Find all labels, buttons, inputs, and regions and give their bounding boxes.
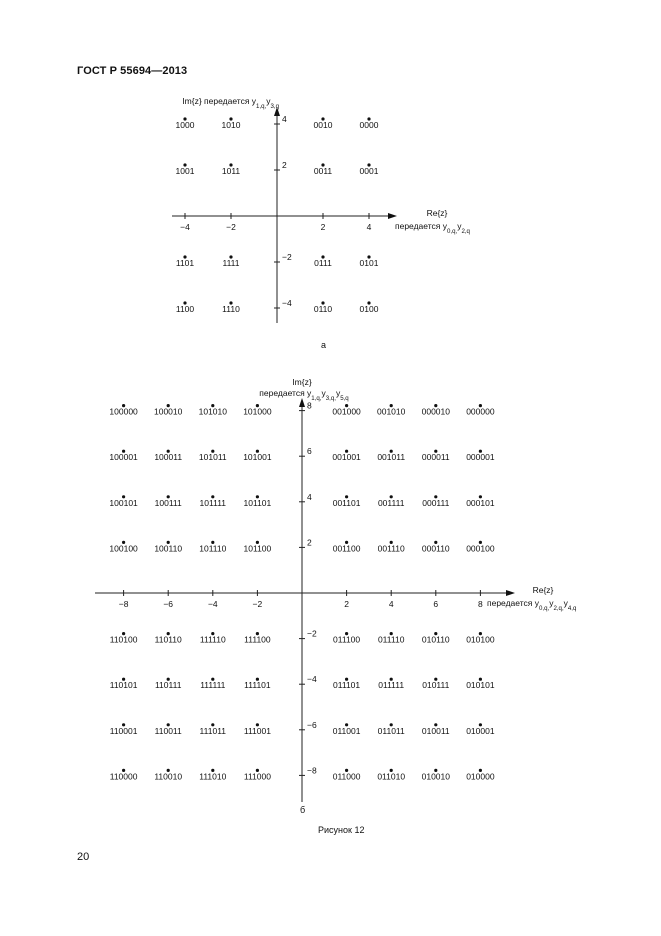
constellation-point-label: 010011 <box>421 725 450 736</box>
im-axis-arrow <box>299 398 305 407</box>
constellation-point-label: 001011 <box>377 452 406 463</box>
constellation-point-label: 101111 <box>199 497 227 508</box>
y-tick-label: −4 <box>307 674 317 685</box>
y-tick-label: 4 <box>307 491 312 502</box>
constellation-point-label: 1101 <box>175 258 195 268</box>
constellation-point-label: 101011 <box>198 452 227 463</box>
constellation-point-label: 100100 <box>109 543 138 554</box>
constellation-point-label: 101100 <box>243 543 272 554</box>
constellation-point-label: 1111 <box>222 258 240 268</box>
constellation-point-label: 010101 <box>466 680 495 691</box>
constellation-point-label: 000000 <box>466 406 495 417</box>
re-axis-subtitle: передается $y_{0,q,}y_{2,q,}y_{4,q}$ <box>487 598 577 612</box>
x-tick-label: 4 <box>388 599 394 609</box>
y-tick-label: −4 <box>282 298 292 308</box>
constellation-point-label: 001010 <box>377 406 406 417</box>
x-tick-label: 2 <box>344 599 349 609</box>
constellation-point-label: 000100 <box>466 543 495 554</box>
re-axis-arrow <box>506 590 515 596</box>
constellation-point-label: 101101 <box>243 497 272 508</box>
x-tick-label: 8 <box>478 599 483 609</box>
constellation-point-label: 010010 <box>421 771 450 782</box>
constellation-point-label: 101001 <box>243 452 272 463</box>
constellation-point-label: 100011 <box>154 452 183 463</box>
constellation-point-label: 101110 <box>199 543 227 554</box>
constellation-point-label: 000111 <box>422 497 450 508</box>
constellation-point-label: 0001 <box>359 166 379 176</box>
subfigure-label-a: а <box>321 340 327 350</box>
constellation-point-label: 010111 <box>422 680 450 691</box>
x-tick-label: −2 <box>252 599 263 609</box>
constellation-point-label: 1001 <box>175 166 195 176</box>
constellation-point-label: 110100 <box>109 634 138 645</box>
constellation-point-label: 1100 <box>175 304 195 314</box>
constellation-point-label: 110000 <box>109 771 138 782</box>
document-header: ГОСТ Р 55694—2013 <box>77 65 188 77</box>
constellation-point-label: 001000 <box>332 406 361 417</box>
x-tick-label: −4 <box>180 222 190 232</box>
constellation-point-label: 111100 <box>244 634 271 645</box>
x-tick-label: −4 <box>207 599 218 609</box>
constellation-point-label: 110011 <box>154 725 182 736</box>
constellation-point-label: 101000 <box>243 406 272 417</box>
constellation-point-label: 001101 <box>332 497 361 508</box>
constellation-point-label: 111000 <box>243 771 271 782</box>
y-tick-label: 2 <box>282 160 287 170</box>
constellation-point-label: 001110 <box>377 543 405 554</box>
constellation-point-label: 111101 <box>244 680 271 691</box>
constellation-point-label: 110101 <box>109 680 138 691</box>
constellation-point-label: 011101 <box>333 680 361 691</box>
constellation-point-label: 0011 <box>313 166 333 176</box>
constellation-point-label: 0000 <box>359 120 379 130</box>
constellation-point-label: 1000 <box>175 120 195 130</box>
im-axis-subtitle: передается $y_{1,q,}y_{3,q,}y_{5,q}$ <box>259 388 349 402</box>
constellation-point-label: 100000 <box>109 406 138 417</box>
constellation-point-label: 011011 <box>377 725 405 736</box>
constellation-point-label: 001001 <box>332 452 361 463</box>
re-axis-title: Re{z} <box>426 208 448 218</box>
constellation-point-label: 000110 <box>421 543 450 554</box>
constellation-point-label: 111010 <box>199 771 227 782</box>
constellation-point-label: 111111 <box>200 680 226 691</box>
constellation-point-label: 110001 <box>109 725 138 736</box>
constellation-point-label: 011100 <box>333 634 361 645</box>
x-tick-label: −6 <box>163 599 174 609</box>
x-tick-label: 4 <box>366 222 372 232</box>
re-axis-subtitle: передается $y_{0,q,}y_{2,q}$ <box>395 221 470 235</box>
constellation-point-label: 011001 <box>332 725 361 736</box>
constellation-point-label: 1010 <box>221 120 241 130</box>
y-tick-label: −2 <box>307 628 317 639</box>
constellation-point-label: 0100 <box>359 304 379 314</box>
re-axis-title: Re{z} <box>532 585 554 595</box>
constellation-point-label: 011000 <box>332 771 361 782</box>
y-tick-label: −8 <box>307 765 317 776</box>
y-tick-label: 2 <box>307 537 312 548</box>
constellation-point-label: 010000 <box>466 771 495 782</box>
figure-caption: Рисунок 12 <box>318 825 365 835</box>
y-tick-label: 6 <box>307 446 312 457</box>
constellation-point-label: 1011 <box>221 166 241 176</box>
constellation-point-label: 011110 <box>377 634 405 645</box>
im-axis-title: Im{z} передается $y_{1,q,}y_{3,q}$ <box>182 96 279 110</box>
constellation-point-label: 0101 <box>359 258 379 268</box>
constellation-point-label: 011010 <box>377 771 406 782</box>
constellation-point-label: 010100 <box>466 634 495 645</box>
subfigure-label-b: б <box>300 805 306 815</box>
constellation-point-label: 010001 <box>466 725 495 736</box>
constellation-point-label: 100111 <box>154 497 182 508</box>
x-tick-label: 2 <box>320 222 326 232</box>
constellation-point-label: 110010 <box>154 771 183 782</box>
constellation-point-label: 100101 <box>109 497 138 508</box>
constellation-point-label: 100110 <box>154 543 183 554</box>
page-number: 20 <box>77 851 90 863</box>
constellation-point-label: 001111 <box>377 497 405 508</box>
constellation-point-label: 000001 <box>466 452 495 463</box>
constellation-point-label: 000010 <box>421 406 450 417</box>
y-tick-label: 4 <box>282 114 287 124</box>
constellation-point-label: 100001 <box>109 452 138 463</box>
x-tick-label: −8 <box>118 599 129 609</box>
constellation-point-label: 000011 <box>421 452 450 463</box>
constellation-point-label: 111011 <box>199 725 227 736</box>
constellation-point-label: 110111 <box>154 680 182 691</box>
constellation-point-label: 1110 <box>222 304 240 314</box>
y-tick-label: −6 <box>307 719 317 730</box>
constellation-point-label: 000101 <box>466 497 495 508</box>
x-tick-label: −2 <box>226 222 236 232</box>
constellation-point-label: 111110 <box>199 634 226 645</box>
constellation-point-label: 101010 <box>198 406 227 417</box>
constellation-point-label: 110110 <box>154 634 182 645</box>
constellation-point-label: 0110 <box>313 304 333 314</box>
constellation-point-label: 100010 <box>154 406 183 417</box>
constellation-point-label: 111001 <box>243 725 271 736</box>
x-tick-label: 6 <box>433 599 439 609</box>
constellation-point-label: 0111 <box>314 258 332 268</box>
y-tick-label: 8 <box>307 400 312 411</box>
constellation-point-label: 010110 <box>421 634 450 645</box>
constellation-point-label: 001100 <box>332 543 361 554</box>
constellation-point-label: 0010 <box>313 120 333 130</box>
im-axis-title: Im{z} <box>292 377 312 387</box>
y-tick-label: −2 <box>282 252 292 262</box>
constellation-point-label: 011111 <box>378 680 405 691</box>
